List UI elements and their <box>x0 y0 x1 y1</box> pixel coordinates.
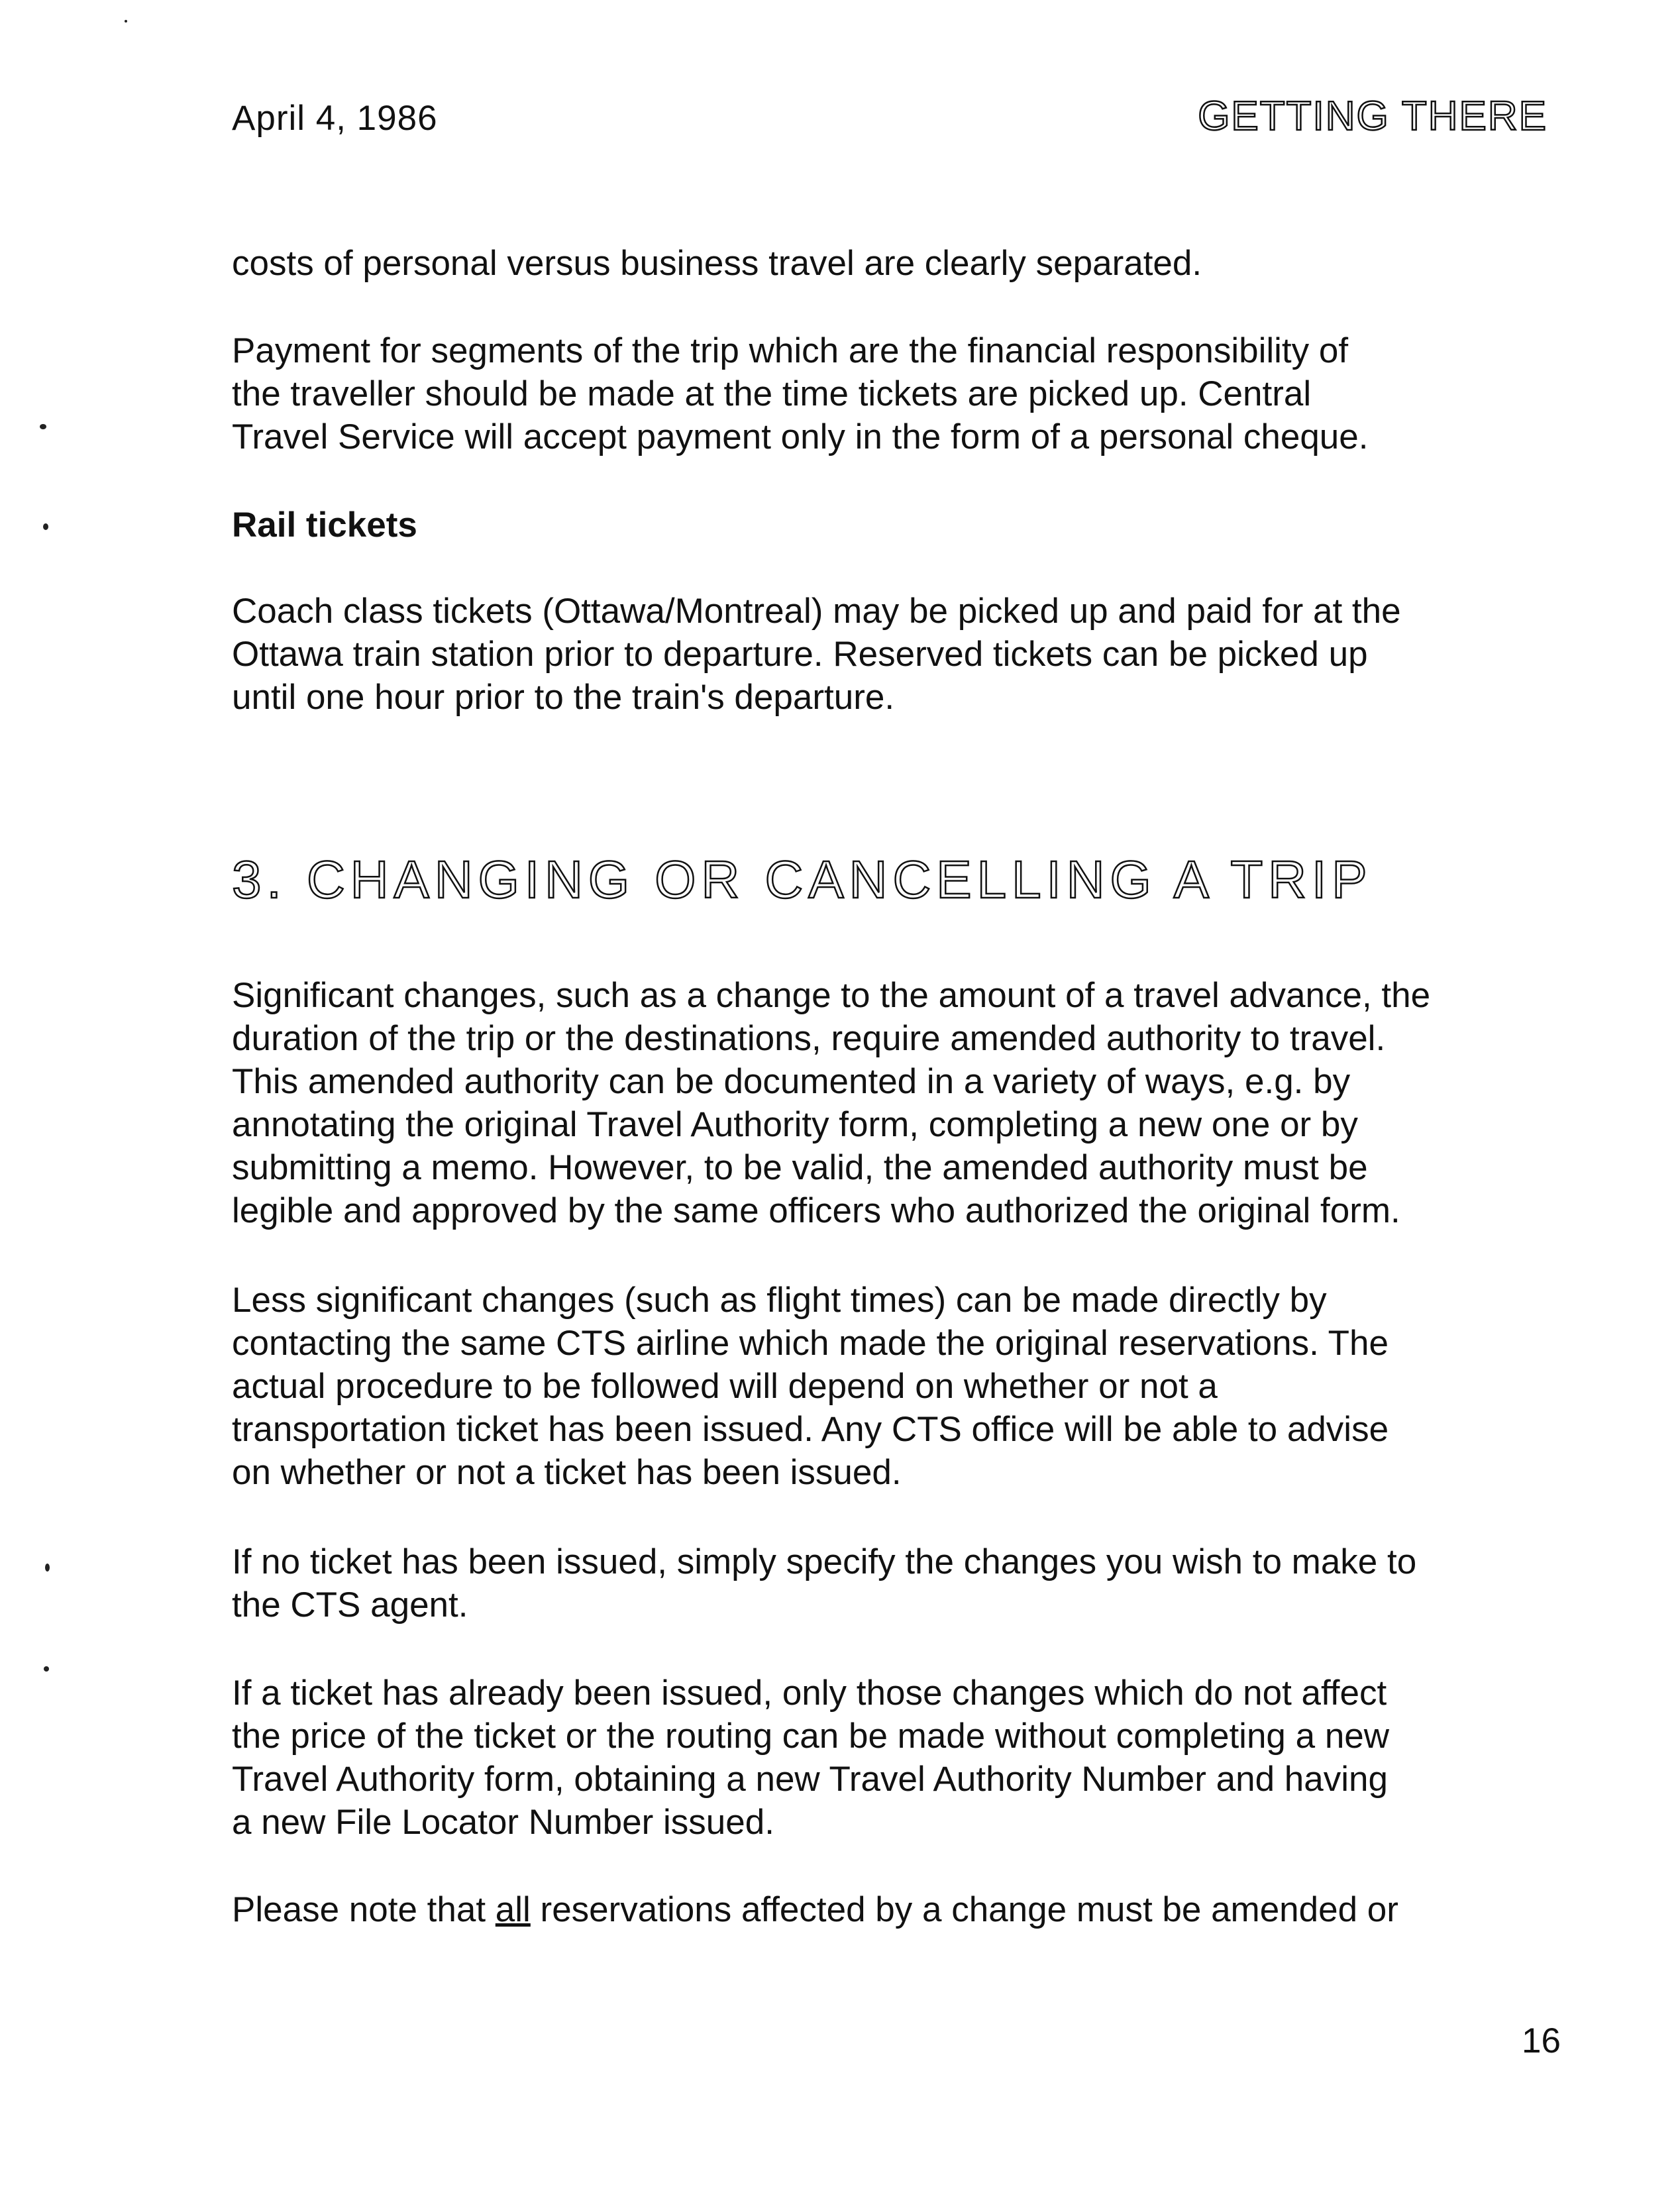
note-text-before: Please note that <box>232 1890 496 1929</box>
header-title: GETTING THERE <box>1198 93 1548 139</box>
section-heading: 3. CHANGING OR CANCELLING A TRIP <box>232 850 1373 909</box>
paragraph-payment: Payment for segments of the trip which are the financial responsibility of the traveller should be made at the time tickets are picked up. Central Travel Service will accept payment only in the form of a personal cheque. <box>232 331 1369 456</box>
header-date: April 4, 1986 <box>232 99 438 138</box>
page-number: 16 <box>1522 2021 1561 2060</box>
scan-speck <box>43 523 48 530</box>
subheading-rail-tickets: Rail tickets <box>232 506 417 545</box>
scan-speck <box>44 1666 49 1672</box>
scan-speck <box>40 424 46 429</box>
scan-speck <box>45 1564 50 1572</box>
paragraph-costs: costs of personal versus business travel are clearly separated. <box>232 244 1202 283</box>
note-text-after: reservations affected by a change must be amended or <box>530 1890 1398 1929</box>
paragraph-significant-changes: Significant changes, such as a change to the amount of a travel advance, the duration of the trip or the destinations, require amended authority to travel. This amended authority can be documented in a variety of ways, e.g. by annotating the original Travel Authority form, completing a new one or by submitting a memo. However, to be valid, the amended authority must be legible and approved by the same officers who authorized the original form. <box>232 976 1431 1230</box>
paragraph-no-ticket: If no ticket has been issued, simply specify the changes you wish to make to the CTS agent. <box>232 1542 1417 1625</box>
paragraph-less-significant: Less significant changes (such as flight times) can be made directly by contacting the same CTS airline which made the original reservations. The actual procedure to be followed will depend on whether or not a transportation ticket has been issued. Any CTS office will be able to advise on whether or not a ticket has been issued. <box>232 1281 1389 1492</box>
note-underlined-word: all <box>495 1890 531 1929</box>
scan-speck <box>125 20 127 23</box>
paragraph-ticket-issued: If a ticket has already been issued, only those changes which do not affect the price of the ticket or the routing can be made without completing a new Travel Authority form, obtaining a new Travel Authority Number and having a new File Locator Number issued. <box>232 1674 1390 1842</box>
paragraph-please-note <box>232 1888 1557 1931</box>
paragraph-rail: Coach class tickets (Ottawa/Montreal) may be picked up and paid for at the Ottawa train station prior to departure. Reserved tickets can be picked up until one hour prior to the train's departure. <box>232 592 1401 717</box>
